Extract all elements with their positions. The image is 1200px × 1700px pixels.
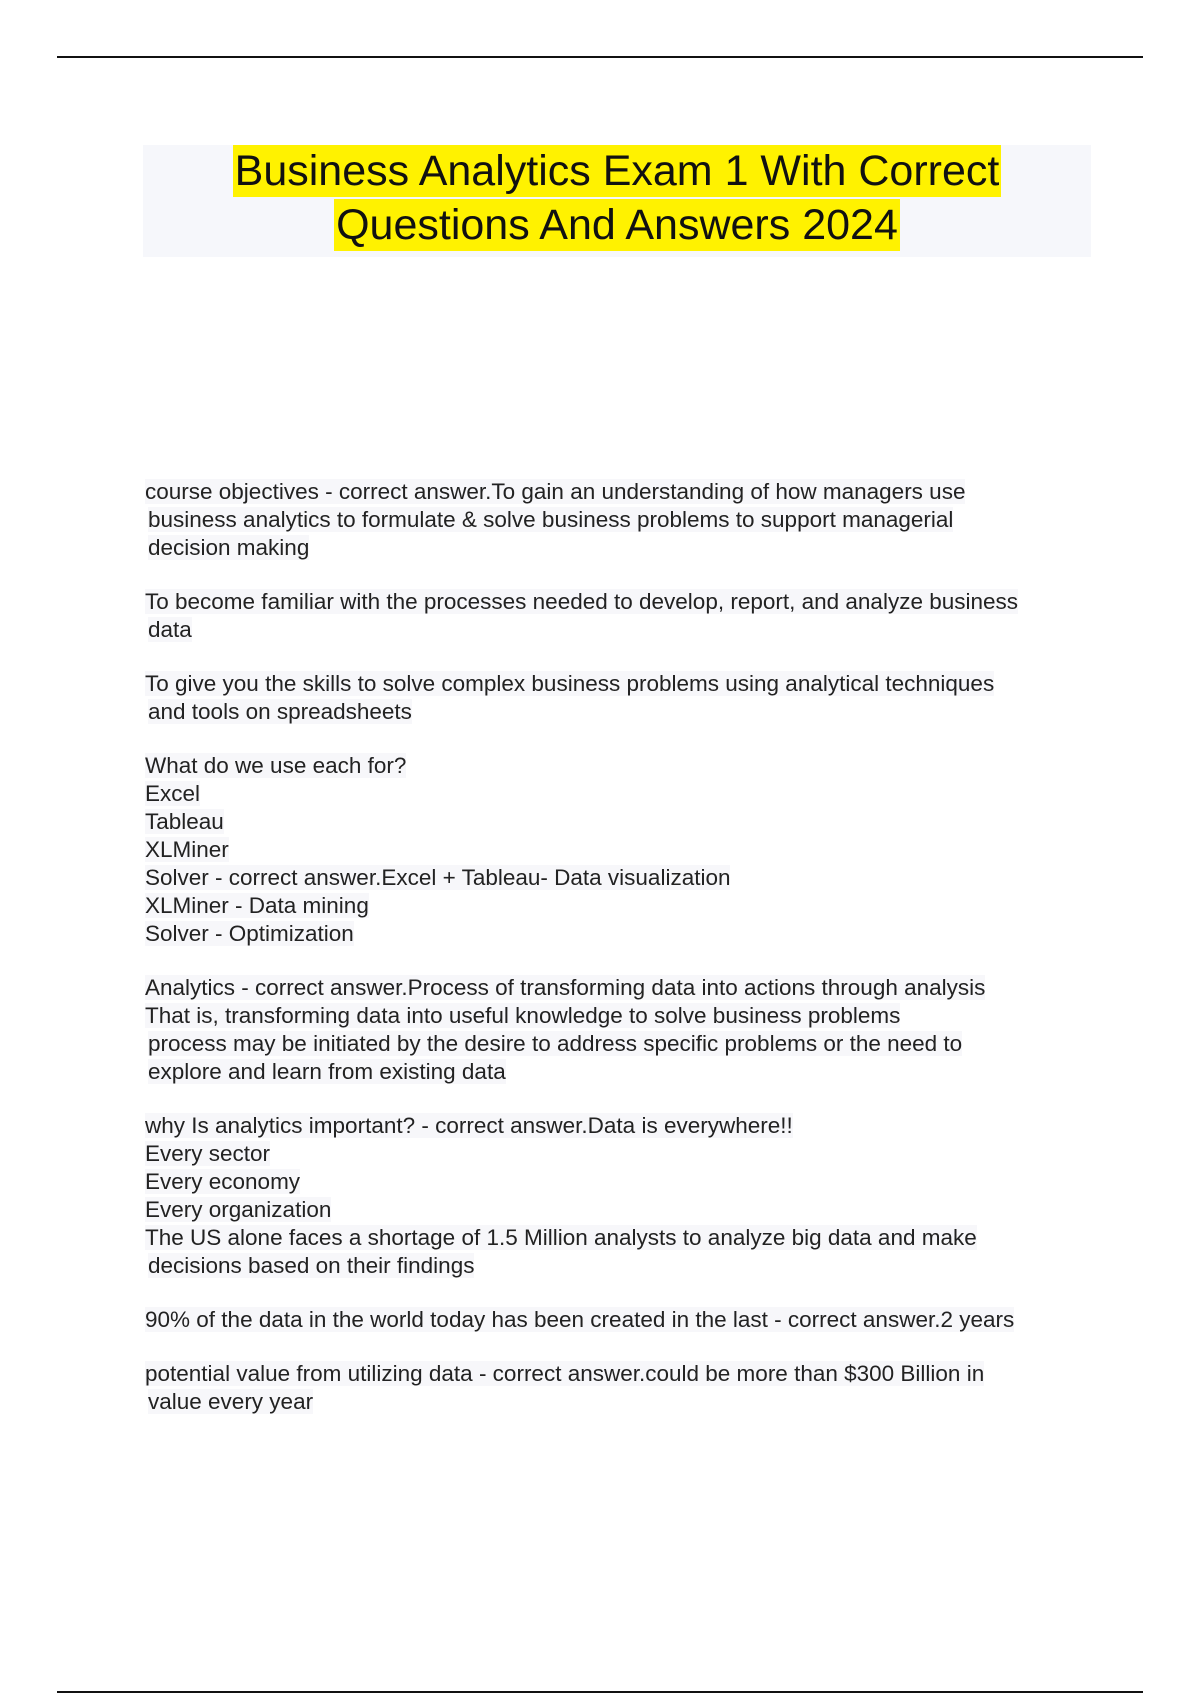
text-line [145, 1306, 1075, 1334]
text-line-content: Excel [145, 781, 201, 806]
text-line [145, 1388, 1075, 1416]
text-line-content: XLMiner - Data mining [145, 893, 369, 918]
text-line-content: and tools on spreadsheets [148, 699, 412, 724]
qa-paragraph [145, 752, 1075, 948]
text-line [145, 1140, 1075, 1168]
qa-paragraph [145, 1306, 1075, 1334]
text-line-content: To become familiar with the processes needed to develop, report, and analyze business [145, 589, 1019, 614]
text-line [145, 752, 1075, 780]
text-line [145, 670, 1075, 698]
text-line-content: That is, transforming data into useful knowledge to solve business problems [145, 1003, 901, 1028]
text-line [145, 588, 1075, 616]
title-line-1: Business Analytics Exam 1 With Correct [234, 147, 1000, 195]
text-line-content: Tableau [145, 809, 224, 834]
top-rule [57, 56, 1143, 58]
text-line-content: business analytics to formulate & solve business problems to support managerial [148, 507, 954, 532]
text-line-content: course objectives - correct answer.To gain an understanding of how managers use [145, 479, 966, 504]
text-line [145, 892, 1075, 920]
bottom-rule [57, 1691, 1143, 1693]
text-line-content: What do we use each for? [145, 753, 407, 778]
text-line [145, 1168, 1075, 1196]
text-line [145, 698, 1075, 726]
text-line [145, 1112, 1075, 1140]
text-line [145, 1196, 1075, 1224]
text-line-content: decision making [148, 535, 310, 560]
qa-paragraph [145, 1360, 1075, 1416]
text-line-content: XLMiner [145, 837, 229, 862]
text-line [145, 836, 1075, 864]
qa-paragraph [145, 670, 1075, 726]
qa-paragraph [145, 588, 1075, 644]
text-line-content: decisions based on their findings [148, 1253, 475, 1278]
qa-paragraph [145, 974, 1075, 1086]
text-line [145, 1002, 1075, 1030]
text-line-content: why Is analytics important? - correct answer.Data is everywhere!! [145, 1113, 793, 1138]
text-line [145, 478, 1075, 506]
text-line [145, 780, 1075, 808]
text-line [145, 864, 1075, 892]
text-line [145, 1058, 1075, 1086]
text-line-content: The US alone faces a shortage of 1.5 Million analysts to analyze big data and make [145, 1225, 977, 1250]
text-line [145, 1224, 1075, 1252]
text-line-content: data [148, 617, 192, 642]
text-line [145, 506, 1075, 534]
document-body [145, 478, 1075, 1442]
text-line-content: Every sector [145, 1141, 271, 1166]
document-title [143, 145, 1091, 257]
text-line-content: Analytics - correct answer.Process of transforming data into actions through analysis [145, 975, 986, 1000]
text-line-content: explore and learn from existing data [148, 1059, 506, 1084]
text-line [145, 534, 1075, 562]
text-line [145, 1030, 1075, 1058]
qa-paragraph [145, 478, 1075, 562]
text-line [145, 1252, 1075, 1280]
text-line-content: Solver - Optimization [145, 921, 354, 946]
text-line [145, 616, 1075, 644]
text-line-content: potential value from utilizing data - correct answer.could be more than $300 Billion in [145, 1361, 985, 1386]
qa-paragraph [145, 1112, 1075, 1280]
text-line-content: 90% of the data in the world today has been created in the last - correct answer.2 years [145, 1307, 1015, 1332]
text-line-content: Every organization [145, 1197, 332, 1222]
text-line-content: Solver - correct answer.Excel + Tableau- Data visualization [145, 865, 731, 890]
text-line [145, 1360, 1075, 1388]
text-line-content: value every year [148, 1389, 314, 1414]
title-line-2: Questions And Answers 2024 [336, 201, 898, 249]
text-line [145, 974, 1075, 1002]
text-line [145, 920, 1075, 948]
text-line-content: Every economy [145, 1169, 301, 1194]
text-line-content: process may be initiated by the desire to address specific problems or the need to [148, 1031, 963, 1056]
text-line-content: To give you the skills to solve complex business problems using analytical techniques [145, 671, 995, 696]
text-line [145, 808, 1075, 836]
